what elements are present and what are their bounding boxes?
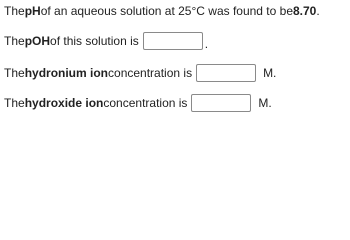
- hydronium-input[interactable]: [196, 64, 256, 82]
- poh-prefix: The: [4, 34, 25, 48]
- hydronium-row: [4, 63, 276, 83]
- poh-period: .: [204, 37, 209, 51]
- hydronium-prefix: The: [4, 66, 25, 80]
- question-statement: [4, 1, 320, 21]
- question-text-2: of an aqueous solution at 25°C was found to be: [40, 4, 293, 18]
- poh-label: pOH: [24, 34, 51, 48]
- ph-label: pH: [24, 4, 41, 18]
- hydronium-label: hydronium ion: [24, 66, 109, 80]
- question-text-1: The: [4, 4, 25, 18]
- hydronium-unit: M.: [263, 66, 277, 80]
- hydronium-suffix: concentration is: [108, 66, 193, 80]
- hydroxide-row: [4, 93, 272, 113]
- hydroxide-prefix: The: [4, 96, 25, 110]
- hydroxide-label: hydroxide ion: [24, 96, 104, 110]
- hydroxide-suffix: concentration is: [103, 96, 188, 110]
- poh-row: [4, 31, 208, 51]
- hydroxide-unit: M.: [258, 96, 272, 110]
- ph-value: 8.70: [293, 4, 317, 18]
- question-text-3: .: [316, 4, 320, 18]
- hydroxide-input[interactable]: [191, 94, 251, 112]
- poh-input[interactable]: [143, 32, 203, 50]
- poh-suffix: of this solution is: [50, 34, 139, 48]
